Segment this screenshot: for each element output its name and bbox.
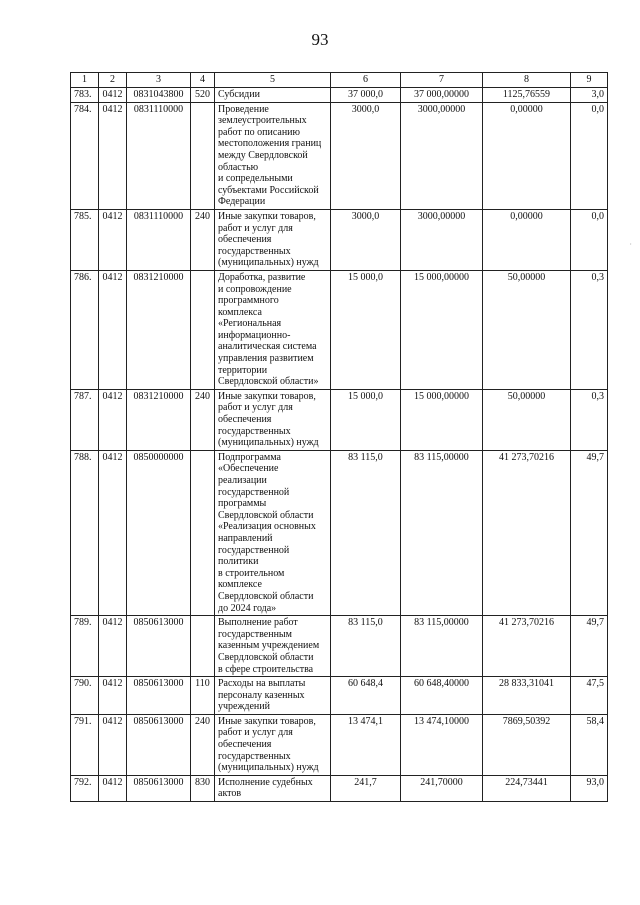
table-row	[71, 616, 608, 677]
column-header: 7	[401, 73, 483, 88]
executed-amount-cell: 1125,76559	[483, 88, 571, 103]
table-body	[71, 88, 608, 802]
percent-cell: 58,4	[571, 714, 608, 775]
adjusted-amount-cell: 3000,00000	[401, 102, 483, 209]
expense-type-cell	[191, 270, 215, 389]
target-code-cell: 0850613000	[127, 775, 191, 801]
target-code-cell: 0831110000	[127, 209, 191, 270]
row-number-cell: 783.	[71, 88, 99, 103]
adjusted-amount-cell: 15 000,00000	[401, 389, 483, 450]
column-header: 1	[71, 73, 99, 88]
item-name-cell: Иные закупки товаров, работ и услуг для обеспечения государственных (муниципальных) нужд	[215, 714, 331, 775]
item-name-cell: Проведение землеустроительных работ по описанию местоположения границ между Свердловской областью и сопредельными субъектами Российской Федерации	[215, 102, 331, 209]
expense-type-cell: 110	[191, 677, 215, 715]
row-number-cell: 788.	[71, 450, 99, 615]
percent-cell: 3,0	[571, 88, 608, 103]
target-code-cell: 0850613000	[127, 677, 191, 715]
row-number-cell: 791.	[71, 714, 99, 775]
row-number-cell: 785.	[71, 209, 99, 270]
expense-type-cell: 240	[191, 714, 215, 775]
table-row	[71, 677, 608, 715]
plan-amount-cell: 241,7	[331, 775, 401, 801]
section-code-cell: 0412	[99, 389, 127, 450]
column-header: 6	[331, 73, 401, 88]
executed-amount-cell: 41 273,70216	[483, 616, 571, 677]
column-header: 2	[99, 73, 127, 88]
percent-cell: 49,7	[571, 616, 608, 677]
budget-table	[70, 72, 608, 802]
plan-amount-cell: 60 648,4	[331, 677, 401, 715]
table-row	[71, 450, 608, 615]
item-name-cell: Выполнение работ государственным казенным учреждением Свердловской области в сфере строительства	[215, 616, 331, 677]
item-name-cell: Субсидии	[215, 88, 331, 103]
column-header: 8	[483, 73, 571, 88]
executed-amount-cell: 50,00000	[483, 270, 571, 389]
expense-type-cell: 830	[191, 775, 215, 801]
section-code-cell: 0412	[99, 102, 127, 209]
executed-amount-cell: 50,00000	[483, 389, 571, 450]
table-row	[71, 209, 608, 270]
column-header: 5	[215, 73, 331, 88]
table-row	[71, 389, 608, 450]
expense-type-cell: 240	[191, 389, 215, 450]
adjusted-amount-cell: 60 648,40000	[401, 677, 483, 715]
item-name-cell: Иные закупки товаров, работ и услуг для обеспечения государственных (муниципальных) нужд	[215, 209, 331, 270]
item-name-cell: Иные закупки товаров, работ и услуг для обеспечения государственных (муниципальных) нужд	[215, 389, 331, 450]
section-code-cell: 0412	[99, 450, 127, 615]
section-code-cell: 0412	[99, 775, 127, 801]
row-number-cell: 787.	[71, 389, 99, 450]
item-name-cell: Исполнение судебных актов	[215, 775, 331, 801]
header-row	[71, 73, 608, 88]
item-name-cell: Подпрограмма «Обеспечение реализации государственной программы Свердловской области «Реализация основных направлений государственной политики в строительном комплексе Свердловской области до 2024 года»	[215, 450, 331, 615]
percent-cell: 49,7	[571, 450, 608, 615]
row-number-cell: 789.	[71, 616, 99, 677]
section-code-cell: 0412	[99, 677, 127, 715]
expense-type-cell: 520	[191, 88, 215, 103]
item-name-cell: Расходы на выплаты персоналу казенных учреждений	[215, 677, 331, 715]
adjusted-amount-cell: 15 000,00000	[401, 270, 483, 389]
adjusted-amount-cell: 83 115,00000	[401, 450, 483, 615]
row-number-cell: 792.	[71, 775, 99, 801]
expense-type-cell	[191, 616, 215, 677]
plan-amount-cell: 15 000,0	[331, 270, 401, 389]
row-number-cell: 786.	[71, 270, 99, 389]
section-code-cell: 0412	[99, 209, 127, 270]
adjusted-amount-cell: 37 000,00000	[401, 88, 483, 103]
column-header: 3	[127, 73, 191, 88]
table-row	[71, 775, 608, 801]
plan-amount-cell: 15 000,0	[331, 389, 401, 450]
plan-amount-cell: 83 115,0	[331, 450, 401, 615]
expense-type-cell	[191, 450, 215, 615]
target-code-cell: 0831043800	[127, 88, 191, 103]
item-name-cell: Доработка, развитие и сопровождение программного комплекса «Региональная информационно- аналитическая система управления развитием территории Свердловской области»	[215, 270, 331, 389]
executed-amount-cell: 41 273,70216	[483, 450, 571, 615]
executed-amount-cell: 0,00000	[483, 102, 571, 209]
plan-amount-cell: 13 474,1	[331, 714, 401, 775]
percent-cell: 0,3	[571, 389, 608, 450]
page-number: 93	[311, 30, 329, 49]
row-number-cell: 784.	[71, 102, 99, 209]
adjusted-amount-cell: 13 474,10000	[401, 714, 483, 775]
column-header: 4	[191, 73, 215, 88]
percent-cell: 0,0	[571, 102, 608, 209]
target-code-cell: 0831110000	[127, 102, 191, 209]
scan-mark: ·	[629, 240, 632, 249]
target-code-cell: 0831210000	[127, 389, 191, 450]
table-row	[71, 88, 608, 103]
plan-amount-cell: 3000,0	[331, 102, 401, 209]
table-row	[71, 270, 608, 389]
adjusted-amount-cell: 3000,00000	[401, 209, 483, 270]
executed-amount-cell: 224,73441	[483, 775, 571, 801]
adjusted-amount-cell: 241,70000	[401, 775, 483, 801]
adjusted-amount-cell: 83 115,00000	[401, 616, 483, 677]
plan-amount-cell: 3000,0	[331, 209, 401, 270]
executed-amount-cell: 28 833,31041	[483, 677, 571, 715]
row-number-cell: 790.	[71, 677, 99, 715]
percent-cell: 0,3	[571, 270, 608, 389]
percent-cell: 47,5	[571, 677, 608, 715]
table-row	[71, 102, 608, 209]
table-row	[71, 714, 608, 775]
section-code-cell: 0412	[99, 714, 127, 775]
column-header: 9	[571, 73, 608, 88]
section-code-cell: 0412	[99, 270, 127, 389]
expense-type-cell: 240	[191, 209, 215, 270]
section-code-cell: 0412	[99, 616, 127, 677]
executed-amount-cell: 7869,50392	[483, 714, 571, 775]
plan-amount-cell: 83 115,0	[331, 616, 401, 677]
target-code-cell: 0850613000	[127, 714, 191, 775]
expense-type-cell	[191, 102, 215, 209]
target-code-cell: 0850000000	[127, 450, 191, 615]
percent-cell: 93,0	[571, 775, 608, 801]
plan-amount-cell: 37 000,0	[331, 88, 401, 103]
target-code-cell: 0850613000	[127, 616, 191, 677]
percent-cell: 0,0	[571, 209, 608, 270]
target-code-cell: 0831210000	[127, 270, 191, 389]
section-code-cell: 0412	[99, 88, 127, 103]
executed-amount-cell: 0,00000	[483, 209, 571, 270]
